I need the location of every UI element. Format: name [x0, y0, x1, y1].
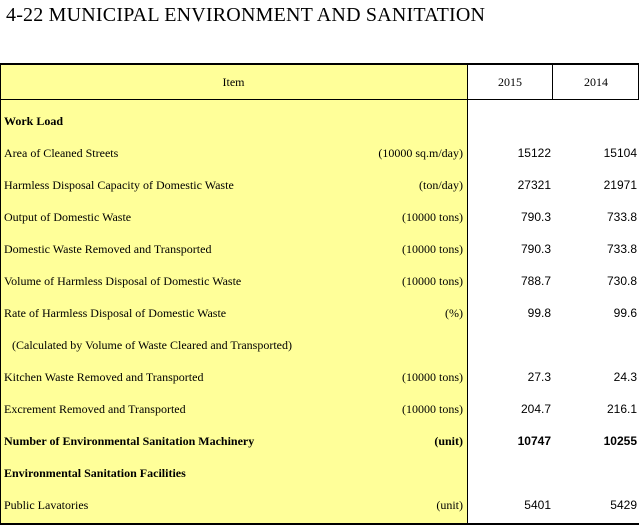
row-label: Output of Domestic Waste	[4, 210, 132, 224]
row-label: Environmental Sanitation Facilities	[4, 466, 186, 480]
table-row	[0, 265, 639, 297]
value-2015: 27321	[517, 178, 551, 192]
value-2015: 99.8	[527, 306, 551, 320]
table-row	[0, 329, 639, 361]
row-label: Volume of Harmless Disposal of Domestic Waste	[4, 274, 242, 288]
row-unit: (unit)	[434, 434, 463, 448]
row-unit: (ton/day)	[419, 178, 463, 192]
row-label: Excrement Removed and Transported	[4, 402, 186, 416]
value-2014: 10255	[603, 434, 637, 448]
row-unit: (10000 tons)	[402, 210, 463, 224]
value-2014: 99.6	[613, 306, 637, 320]
table-row	[0, 105, 639, 137]
row-unit: (10000 tons)	[402, 242, 463, 256]
row-label: Work Load	[4, 114, 64, 128]
value-2015: 790.3	[520, 210, 551, 224]
value-2015: 790.3	[520, 242, 551, 256]
row-label: Rate of Harmless Disposal of Domestic Waste	[4, 306, 227, 320]
table-row	[0, 297, 639, 329]
row-label: Area of Cleaned Streets	[4, 146, 119, 160]
header-2015: 2015	[498, 75, 522, 89]
table-row	[0, 489, 639, 521]
value-2015: 10747	[517, 434, 551, 448]
statistics-table	[0, 63, 639, 525]
header-2014: 2014	[584, 75, 608, 89]
row-label: Domestic Waste Removed and Transported	[4, 242, 212, 256]
table-header	[0, 65, 639, 100]
value-2014: 15104	[603, 146, 637, 160]
value-2014: 730.8	[606, 274, 637, 288]
value-2014: 733.8	[606, 242, 637, 256]
row-unit: (unit)	[436, 498, 463, 512]
value-2015: 27.3	[527, 370, 551, 384]
table-row	[0, 201, 639, 233]
value-2015: 204.7	[520, 402, 551, 416]
row-unit: (10000 tons)	[402, 402, 463, 416]
table-row	[0, 393, 639, 425]
row-label: Public Lavatories	[4, 498, 89, 512]
table-row	[0, 169, 639, 201]
table-row	[0, 425, 639, 457]
value-2015: 15122	[517, 146, 551, 160]
value-2014: 216.1	[606, 402, 637, 416]
value-2014: 24.3	[613, 370, 637, 384]
row-unit: (%)	[445, 306, 463, 320]
header-item: Item	[0, 65, 467, 99]
page-title: 4-22 MUNICIPAL ENVIRONMENT AND SANITATION	[6, 4, 486, 26]
row-label: Harmless Disposal Capacity of Domestic Waste	[4, 178, 234, 192]
value-2014: 21971	[603, 178, 637, 192]
row-unit: (10000 tons)	[402, 274, 463, 288]
table-row	[0, 233, 639, 265]
row-label: Number of Environmental Sanitation Machinery	[4, 434, 255, 448]
value-2014: 5429	[610, 498, 637, 512]
value-2015: 788.7	[520, 274, 551, 288]
value-2014: 733.8	[606, 210, 637, 224]
table-row	[0, 361, 639, 393]
row-label: (Calculated by Volume of Waste Cleared and Transported)	[12, 338, 292, 352]
row-label: Kitchen Waste Removed and Transported	[4, 370, 204, 384]
row-unit: (10000 tons)	[402, 370, 463, 384]
table-row	[0, 457, 639, 489]
table-row	[0, 137, 639, 169]
row-unit: (10000 sq.m/day)	[378, 146, 463, 160]
header-divider	[552, 65, 553, 99]
value-2015: 5401	[524, 498, 551, 512]
